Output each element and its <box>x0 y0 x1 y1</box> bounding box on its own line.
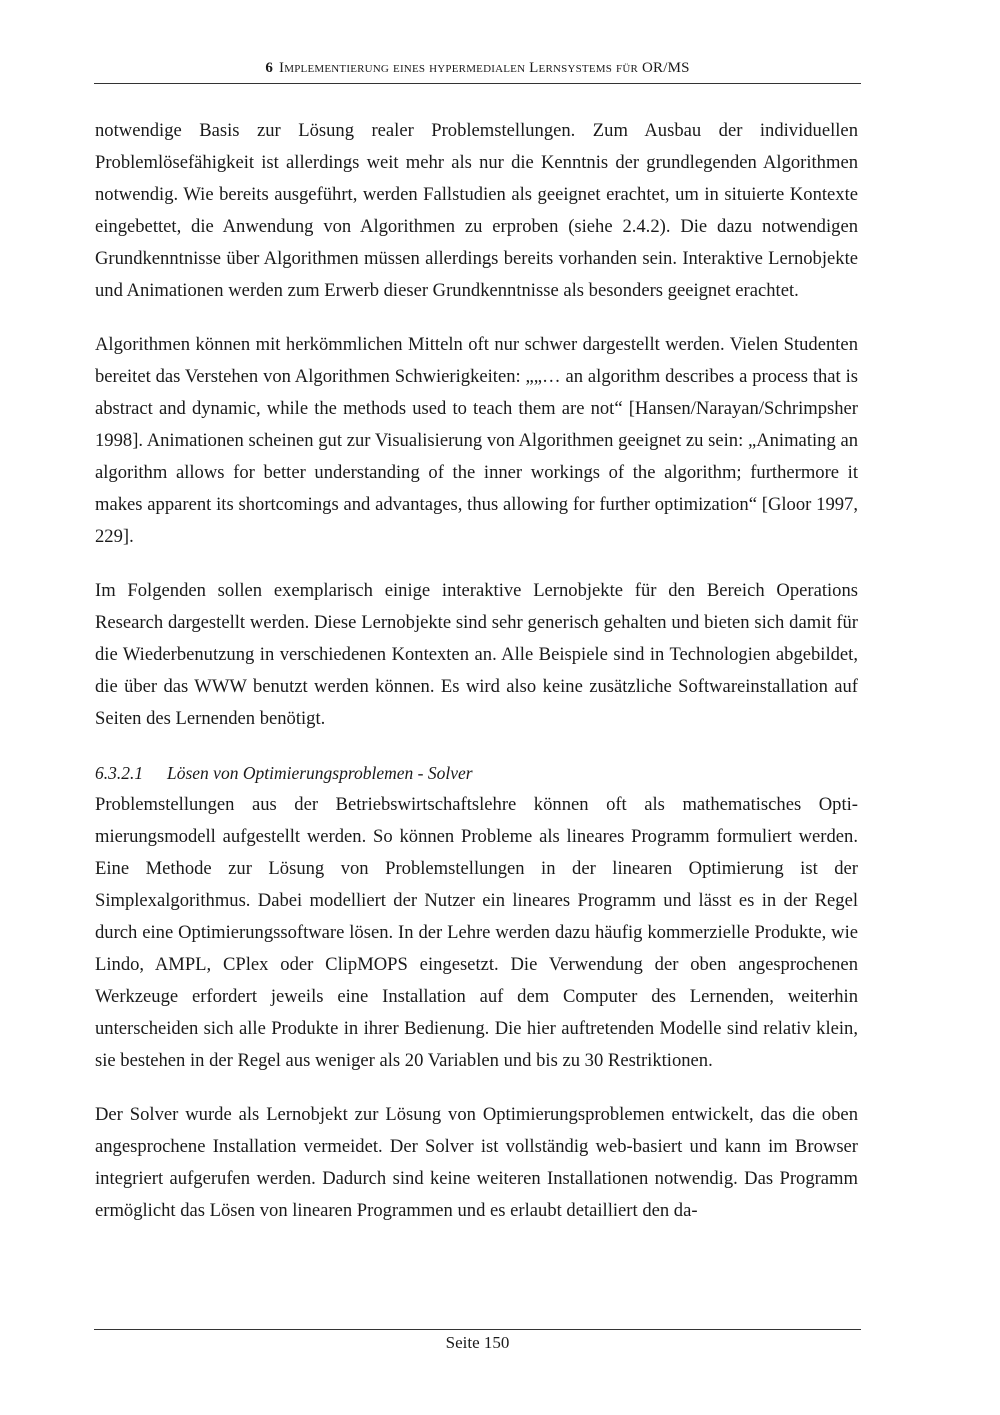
chapter-title: Implementierung eines hypermedialen Lernsystems für OR/MS <box>279 60 690 76</box>
footer-rule <box>94 1329 861 1330</box>
paragraph-4: Problemstellungen aus der Betriebswirtschaftslehre können oft als mathematisches Optimierungsmodell aufgestellt werden. So können Probleme als lineares Programm formuliert werden. Eine Methode zur Lösung von Problemstellungen in der linearen Optimierung ist der Simplexalgorithmus. Dabei modelliert der Nutzer ein lineares Programm und lässt es in der Regel durch eine Optimierungssoftware lösen. In der Lehre werden dazu häufig kommerzielle Produkte, wie Lindo, AMPL, CPlex oder ClipMOPS eingesetzt. Die Verwendung der oben angesprochenen Werkzeuge erfordert jeweils eine Installation auf dem Computer des Lernenden, weiterhin unterscheiden sich alle Produkte in ihrer Bedienung. Die hier auftretenden Modelle sind relativ klein, sie bestehen in der Regel aus weniger als 20 Variablen und bis zu 30 Restriktionen. <box>95 794 858 1071</box>
paragraph-2: Algorithmen können mit herkömmlichen Mitteln oft nur schwer dargestellt werden. Vielen Studenten bereitet das Verstehen von Algorithmen Schwierigkeiten: „„… an algorithm describes a process that is abstract and dynamic, while the methods used to teach them are not“ [Hansen/Narayan/Schrimpsher 1998]. Animationen scheinen gut zur Visualisierung von Algorithmen geeignet zu sein: „Animating an algorithm allows for better understanding of the inner workings of the algorithm; furthermore it makes apparent its shortcomings and advantages, thus allowing for further optimization“ [Gloor 1997, 229]. <box>95 334 858 547</box>
paragraph-1: notwendige Basis zur Lösung realer Problemstellungen. Zum Ausbau der individuellen Problemlösefähigkeit ist allerdings weit mehr als nur die Kenntnis der grundlegenden Algorithmen notwendig. Wie bereits ausgeführt, werden Fallstudien als geeignet erachtet, um in situierte Kontexte eingebettet, die Anwendung von Algorithmen zu erproben (siehe 2.4.2). Die dazu notwendigen Grundkenntnisse über Algorithmen müssen allerdings bereits vorhanden sein. Interaktive Lernobjekte und Animationen werden zum Erwerb dieser Grundkenntnisse als besonders geeignet erachtet. <box>95 120 858 301</box>
chapter-number: 6 <box>265 60 274 76</box>
page-number: Seite 150 <box>445 1333 510 1352</box>
paragraph-5: Der Solver wurde als Lernobjekt zur Lösung von Optimierungsproblemen entwickelt, das die oben angesprochene Installation vermeidet. Der Solver ist vollständig web-basiert und kann im Browser integriert aufgerufen werden. Dadurch sind keine weiteren Installationen notwendig. Das Programm ermöglicht das Lösen von linearen Programmen und es erlaubt detailliert den da- <box>95 1104 858 1221</box>
header-rule <box>94 83 861 84</box>
subsection-heading <box>95 757 858 789</box>
body-text <box>95 115 858 1227</box>
subsection-number: 6.3.2.1 <box>95 763 144 783</box>
subsection-title: Lösen von Optimierungsproblemen - Solver <box>167 763 473 783</box>
paragraph-3: Im Folgenden sollen exemplarisch einige interaktive Lernobjekte für den Bereich Operations Research dargestellt werden. Diese Lernobjekte sind sehr generisch gehalten und bieten sich damit für die Wiederbenutzung in verschiedenen Kontexten an. Alle Beispiele sind in Technologien abgebildet, die über das WWW benutzt werden können. Es wird also keine zusätzliche Softwareinstallation auf Seiten des Lernenden benötigt. <box>95 580 858 729</box>
running-header <box>94 60 861 77</box>
